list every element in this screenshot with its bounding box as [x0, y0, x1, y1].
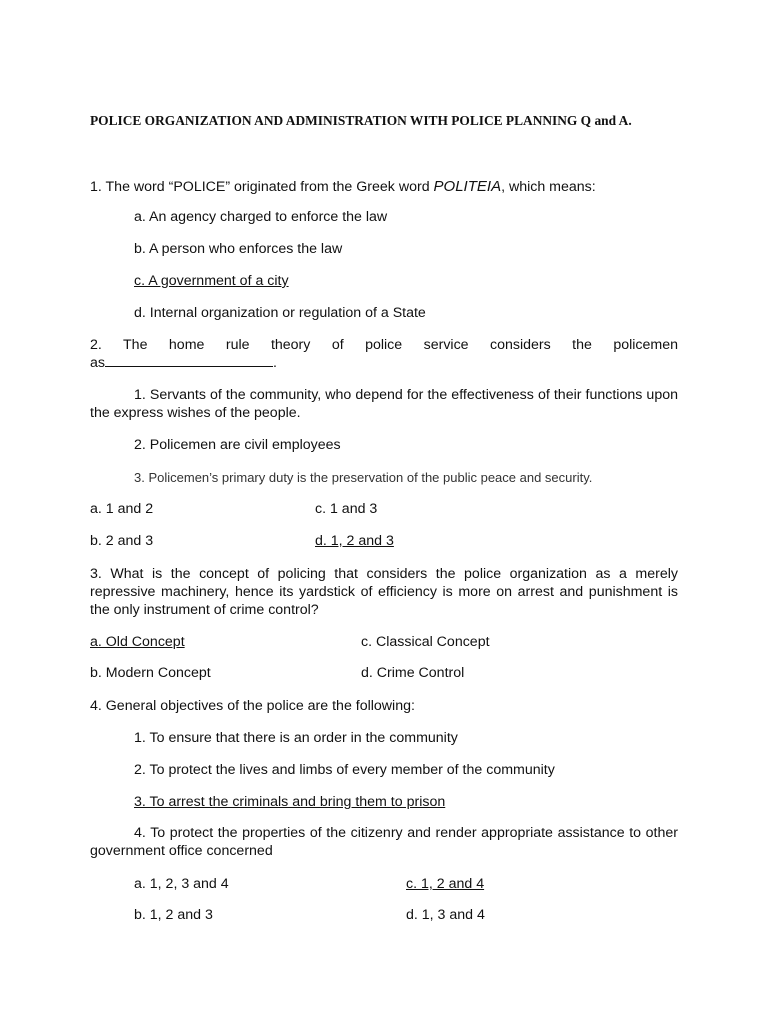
question-4-statement-4: 4. To protect the properties of the citizenry and render appropriate assistance to other government office concerned	[90, 825, 678, 859]
question-1-stem	[90, 178, 596, 196]
question-1-option-a: a. An agency charged to enforce the law	[134, 209, 388, 225]
question-2-stem-line-1: 2. The home rule theory of police service considers the policemen	[90, 337, 678, 353]
question-4-statement-1: 1. To ensure that there is an order in the community	[134, 730, 458, 746]
question-2-statement-1: 1. Servants of the community, who depend for the effectiveness of their functions upon the express wishes of the people.	[90, 387, 678, 421]
page-title: POLICE ORGANIZATION AND ADMINISTRATION WITH POLICE PLANNING Q and A.	[90, 113, 632, 128]
question-1-option-d: d. Internal organization or regulation of a State	[134, 305, 426, 321]
question-2-option-b: b. 2 and 3	[90, 533, 154, 549]
question-1-stem-start: 1. The word “POLICE” originated from the Greek word	[90, 179, 434, 195]
answer-blank	[105, 354, 273, 367]
question-3-stem: 3. What is the concept of policing that considers the police organization as a merely repressive machinery, hence its yardstick of efficiency is more on arrest and punishment is the only instrument of crime control?	[90, 566, 678, 618]
question-1-stem-end: , which means:	[501, 179, 596, 195]
question-4-option-b: b. 1, 2 and 3	[134, 907, 213, 923]
question-2-stem-as: as	[90, 355, 105, 371]
question-3-option-b: b. Modern Concept	[90, 665, 211, 681]
question-1-option-b: b. A person who enforces the law	[134, 241, 343, 257]
question-2-stem-line-2	[90, 354, 277, 372]
question-4-option-c-answer: c. 1, 2 and 4	[406, 876, 485, 892]
question-1-stem-greek-word: POLITEIA	[433, 178, 502, 195]
question-2-option-a: a. 1 and 2	[90, 501, 154, 517]
question-1-option-c-answer: c. A government of a city	[134, 273, 289, 289]
question-2-option-d-answer: d. 1, 2 and 3	[315, 533, 394, 549]
question-3-option-d: d. Crime Control	[361, 665, 465, 681]
question-4-option-a: a. 1, 2, 3 and 4	[134, 876, 229, 892]
question-4-statement-3: 3. To arrest the criminals and bring them to prison	[134, 794, 446, 810]
question-2-option-c: c. 1 and 3	[315, 501, 378, 517]
question-3-option-c: c. Classical Concept	[361, 634, 490, 650]
question-4-statement-2: 2. To protect the lives and limbs of every member of the community	[134, 762, 555, 778]
question-2-statement-3: 3. Policemen’s primary duty is the preservation of the public peace and security.	[134, 470, 593, 485]
question-2-statement-2: 2. Policemen are civil employees	[134, 437, 341, 453]
question-2-stem-period: .	[272, 355, 277, 371]
question-4-option-d: d. 1, 3 and 4	[406, 907, 485, 923]
question-4-stem: 4. General objectives of the police are the following:	[90, 698, 415, 714]
question-3-option-a-answer: a. Old Concept	[90, 634, 185, 650]
